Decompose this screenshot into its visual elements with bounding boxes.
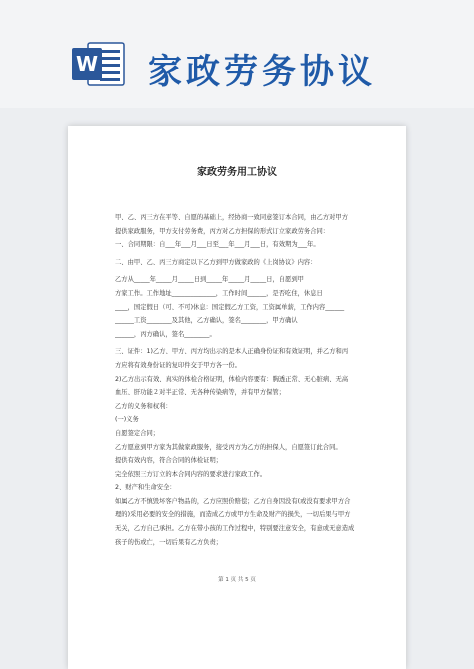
body-line: 2、财产和生命安全： bbox=[115, 484, 176, 492]
body-line: 自愿签定合同； bbox=[115, 429, 160, 437]
document-page bbox=[68, 126, 406, 669]
body-line: 孩子的伤或亡，一切后果有乙方负责； bbox=[115, 538, 223, 546]
body-line: 乙方愿意到甲方家为其做家政服务，接受丙方为乙方的担保人，自愿签订此合同。 bbox=[115, 443, 342, 451]
document-body bbox=[115, 211, 375, 549]
word-icon bbox=[70, 40, 126, 88]
body-line: 2)乙方出示有效、真实的体检合格证明，体检内容要有：胸透正常、无心脏病、无高 bbox=[115, 375, 349, 383]
body-line: 一、合同期限：自___年___月___日至___年___月___日，有效期为___年。 bbox=[115, 241, 320, 249]
body-line: ____，国定假日（可、不可)休息：国定假乙方工资，工资属单薪，工作内容______ bbox=[115, 303, 345, 311]
body-line: ______，丙方确认，签名________。 bbox=[115, 330, 216, 338]
banner bbox=[0, 0, 474, 108]
body-line: 无关，乙方自己承担。乙方在带小孩的工作过程中，特别要注意安全，有意或无意造成 bbox=[115, 525, 355, 533]
body-line: 方家工作。工作地址______________，工作时间______，是否吃住，休息日 bbox=[115, 289, 323, 297]
body-line: 提供有效内容，符合合同的体检证明； bbox=[115, 457, 223, 465]
body-line: (一)义务 bbox=[115, 416, 139, 424]
body-line: 乙方从_____年_____月_____日到_____年_____月_____日，自愿到甲 bbox=[115, 276, 304, 284]
body-line: 三、证件：1)乙方、甲方、丙方均出示的是本人正确身份证和有效证明，并乙方和丙 bbox=[115, 348, 349, 356]
body-line: ______工资________及其他，乙方确认，签名________，甲方确认 bbox=[115, 317, 298, 325]
body-line: 二、由甲、乙、丙三方商定以下乙方到甲方做家政的《上岗协议》内容： bbox=[115, 258, 317, 266]
body-line: 血压、肝功能２对半正常、无各种传染病等，并有甲方保管； bbox=[115, 389, 286, 397]
body-line: 方应将有效身份证的复印件交于甲方各一份。 bbox=[115, 361, 241, 369]
banner-title: 家政劳务协议 bbox=[148, 52, 376, 92]
word-icon-letter: W bbox=[75, 52, 99, 76]
body-line: 理的)采用必要的安全的措施，而造成乙方或甲方生命及财产的损失，一切后果与甲方 bbox=[115, 511, 351, 519]
body-line: 甲、乙、丙三方在平等、自愿的基础上，经协商一致同意签订本合同，由乙方对甲方 bbox=[115, 214, 348, 221]
page-number: 第 1 页 共 5 页 bbox=[218, 577, 256, 583]
body-line: 提供家政服务，甲方支付劳务费，丙方对乙方担保的形式订立家政劳务合同： bbox=[115, 227, 330, 235]
body-line: 完全依照三方订立的本合同内容的要求进行家政工作。 bbox=[115, 470, 267, 478]
document-title: 家政劳务用工协议 bbox=[197, 167, 277, 178]
body-line: 乙方的义务和权利： bbox=[115, 402, 172, 410]
body-line: 如属乙方不慎毁坏客户物品的，乙方应照价赔偿；乙方自身因没有(或没有要求甲方合 bbox=[115, 497, 351, 505]
